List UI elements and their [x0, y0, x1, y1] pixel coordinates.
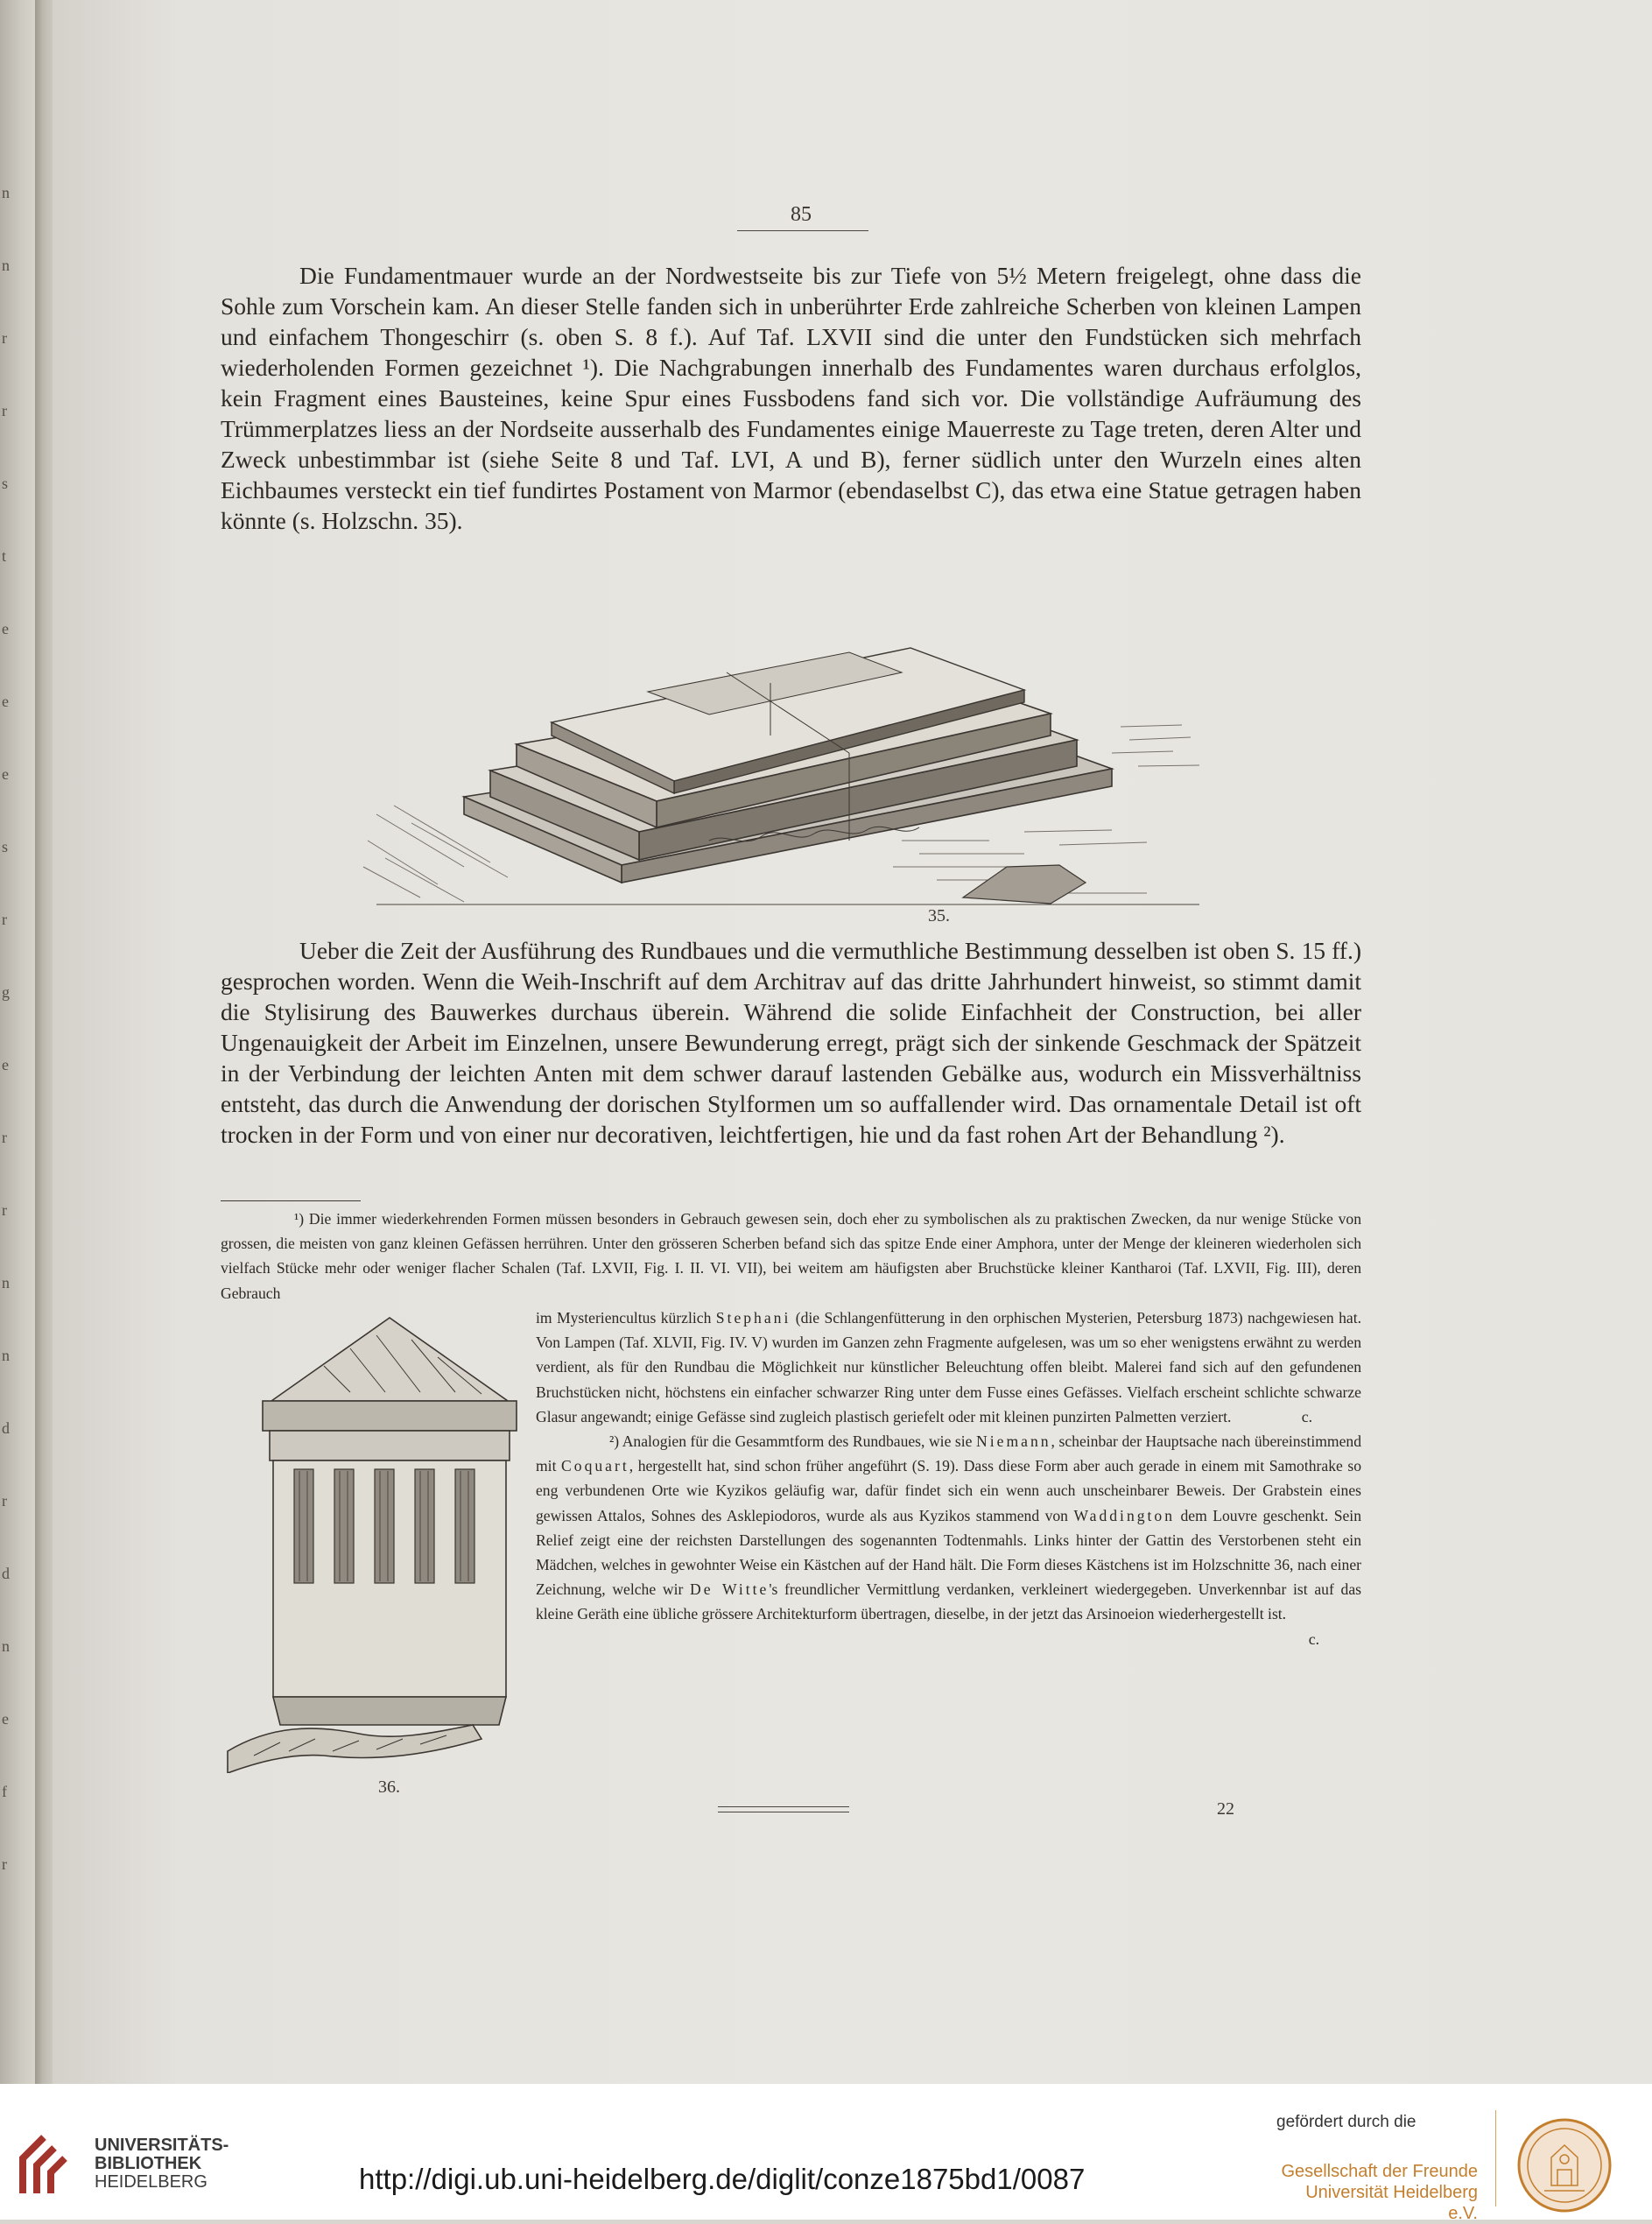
- footnote-signature: c.: [1308, 1629, 1319, 1648]
- book-page: [53, 0, 1652, 2084]
- footnotes-column: [536, 1306, 1361, 1651]
- figure-35-pedestal-illustration: [359, 552, 1217, 909]
- edge-letter: n: [2, 1347, 10, 1364]
- edge-letter: r: [2, 911, 7, 928]
- edge-letter: r: [2, 329, 7, 347]
- hand: [228, 1725, 482, 1773]
- sponsor-name-line: Gesellschaft der Freunde: [1281, 2162, 1478, 2181]
- author-name: Niemann: [976, 1432, 1051, 1451]
- footnote-1-full-width: [221, 1207, 1361, 1306]
- figure-35-caption: 35.: [928, 906, 950, 925]
- edge-letter: d: [2, 1565, 10, 1582]
- casket-cornice: [263, 1401, 517, 1431]
- casket-frieze: [270, 1431, 510, 1460]
- permalink-url[interactable]: http://digi.ub.uni-heidelberg.de/diglit/conze1875bd1/0087: [359, 2163, 1086, 2195]
- sponsor-name[interactable]: [1276, 2161, 1478, 2224]
- edge-letter: t: [2, 547, 7, 565]
- edge-letter: s: [2, 475, 9, 492]
- author-name: De Witte: [690, 1580, 770, 1599]
- edge-letter: r: [2, 1492, 7, 1510]
- edge-letter: n: [2, 1637, 10, 1655]
- edge-letter: g: [2, 983, 10, 1001]
- edge-letter: r: [2, 1855, 7, 1873]
- casket-roof: [271, 1318, 508, 1401]
- figure-36-casket-illustration: [219, 1313, 560, 1773]
- footnote-text: ²) Analogien für die Gesammtform des Rundbaues, wie sie: [609, 1432, 973, 1451]
- casket-base: [273, 1697, 506, 1725]
- footer-bar: [0, 2084, 1652, 2223]
- edge-letter: e: [2, 1056, 9, 1073]
- library-name-line: HEIDELBERG: [95, 2172, 207, 2192]
- author-name: Coquart: [561, 1457, 629, 1475]
- footnote-text: , hergestellt hat, sind schon früher angeführt (S. 19). Dass diese Form aber auch gerade in einem mit Samothrake so eng verbundenen Orte wie Kyzikos geläufig war, dafür findet sich ein wenn auch unscheinbarer Beweis. Der Grabstein eines gewissen Attalos, Sohnes des Asklepiodoros, wurde als aus Kyzikos stammend von: [536, 1457, 1362, 1524]
- footnote-text: dem Louvre geschenkt. Sein Relief zeigt eine der reichsten Darstellungen des sogenannten Todtenmahls. Links hinter der Gattin des Verstorbenen steht ein Mädchen, welches in gewohnter Weise ein Kästchen auf der Hand hält. Die Form dieses Kästchens ist im Holzschnitte 36, nach einer Zeichnung, welche wir: [536, 1506, 1361, 1599]
- loose-stone: [963, 865, 1086, 904]
- edge-letter: r: [2, 1201, 7, 1219]
- author-name: Waddington: [1073, 1506, 1176, 1524]
- paragraph-text: Die Fundamentmauer wurde an der Nordwestseite bis zur Tiefe von 5½ Metern freigelegt, ohne dass die Sohle zum Vorschein kam. An dieser Stelle fanden sich in unberührter Erde zahlreiche Scherben von kleinen Lampen und einfachem Thongeschirr (s. oben S. 8 f.). Auf Taf. LXVII sind die unter den Fundstücken sich mehrfach wiederholenden Formen gezeichnet ¹). Die Nachgrabungen innerhalb des Fundamentes waren durchaus erfolglos, kein Fragment eines Bausteines, keine Spur eines Fussbodens fand sich vor. Die vollständige Aufräumung des Trümmerplatzes liess an der Nordseite ausserhalb des Fundamentes einige Mauerreste zu Tage treten, deren Alter und Zweck unbestimmbar ist (siehe Seite 8 und Taf. LVI, A und B), ferner südlich unter den Wurzeln eines alten Eichbaumes versteckt ein tief fundirtes Postament von Marmor (ebendaselbst C), das etwa eine Statue getragen haben könnte (s. Holzschn. 35).: [221, 262, 1361, 534]
- edge-letter: n: [2, 184, 10, 201]
- edge-letter: d: [2, 1419, 10, 1437]
- footnote-text: 's freundlicher Vermittlung verdanken, verkleinert wiedergegeben. Unverkennbar ist auf das kleine Geräth eine übliche grössere Architekturform übertragen, dieselbe, in der jetzt das Arsinoeion wiederhergestellt ist.: [536, 1580, 1362, 1623]
- edge-letter: e: [2, 620, 9, 637]
- edge-letter: e: [2, 1710, 9, 1728]
- author-name: Stephani: [715, 1309, 791, 1327]
- footnote-1-text: ¹) Die immer wiederkehrenden Formen müssen besonders in Gebrauch gewesen sein, doch eher zu symbolischen als zu praktischen Zwecken, da nur wenige Stücke von grossen, die meisten von ganz kleinen Gefässen herrühren. Unter den grösseren Scherben befand sich das spitze Ende einer Amphora, unter der Menge der kleineren wiederholen sich vielfach Stücke mehr oder weniger flacher Schalen (Taf. LXVII, Fig. I. II. VI. VII), bei weitem am häufigsten aber Bruchstücke kleiner Kantharoi (Taf. LXVII, Fig. III), deren Gebrauch: [221, 1210, 1361, 1302]
- paragraph-text: Ueber die Zeit der Ausführung des Rundbaues und die vermuthliche Bestimmung desselben ist oben S. 15 ff.) gesprochen worden. Wenn die Weih-Inschrift auf dem Architrav auf das dritte Jahrhundert hinweist, so stimmt damit die Stylisirung des Bauwerkes durchaus überein. Während die solide Einfachheit der Construction, bei aller Ungenauigkeit der Arbeit im Einzelnen, unsere Bewunderung erregt, prägt sich der sinkende Geschmack der Spätzeit in der Verbindung der leichten Anten mit dem schwer darauf lastenden Gebälke aus, wodurch ein Missverhältniss entsteht, das durch die Anwendung der dorischen Stylformen um so auffallender wird. Das ornamentale Detail ist oft trocken in der Form und von einer nur decorativen, leichtfertigen, hie und da fast rohen Art der Behandlung ²).: [221, 937, 1361, 1148]
- signature-mark: 22: [1217, 1799, 1234, 1819]
- edge-letter: e: [2, 693, 9, 710]
- edge-letter: r: [2, 402, 7, 419]
- footnote-rule: [221, 1200, 361, 1201]
- footnote-signature: c.: [1301, 1407, 1312, 1425]
- edge-letter: f: [2, 1783, 7, 1800]
- body-paragraph-2: [221, 935, 1361, 1150]
- university-library-logo[interactable]: [18, 2132, 84, 2199]
- university-seal-icon: [1516, 2117, 1613, 2213]
- edge-letter: n: [2, 1274, 10, 1291]
- library-name-line: BIBLIOTHEK: [95, 2154, 202, 2173]
- body-paragraph-1: [221, 260, 1361, 536]
- sponsor-intro: gefördert durch die: [1276, 2113, 1417, 2131]
- edge-letter: n: [2, 257, 10, 274]
- adjacent-page-edge: [0, 0, 35, 2084]
- edge-letter: s: [2, 838, 9, 855]
- edge-letter: r: [2, 1129, 7, 1146]
- edge-letters: [2, 184, 19, 1928]
- footnote-text: (die Schlangenfütterung in den orphischen Mysterien, Petersburg 1873) nachgewiesen hat. Von Lampen (Taf. XLVII, Fig. IV. V) wurden im Ganzen zehn Fragmente aufgelesen, was um so eher wenigstens erwähnt zu werden verdient, als für den Rundbau die Möglichkeit nur künstlicher Beleuchtung offen bleibt. Malerei fand sich auf den gefundenen Bruchstücken nicht, höchstens ein einfacher schwarzer Ring unter dem Fusse eines Gefässes. Vielfach erscheint schlichte schwarze Glasur angewandt; einige Gefässe sind zugleich plastisch geriefelt oder mit kleinen punzirten Palmetten verziert.: [536, 1309, 1361, 1425]
- footnote-text: im Mysteriencultus kürzlich: [536, 1309, 712, 1327]
- page-number: 85: [791, 203, 812, 226]
- sponsor-name-line: Universität Heidelberg e.V.: [1305, 2183, 1478, 2223]
- footnote-text: , scheinbar der Hauptsache nach übereinstimmend mit: [536, 1432, 1362, 1475]
- footnote-2: [536, 1429, 1362, 1648]
- footnote-1-continued: [536, 1306, 1361, 1429]
- sponsor-divider: [1495, 2110, 1496, 2206]
- library-name: [95, 2136, 228, 2192]
- library-name-line: UNIVERSITÄTS-: [95, 2136, 229, 2155]
- edge-letter: e: [2, 765, 9, 783]
- bottom-double-rule: [718, 1806, 849, 1812]
- figure-36-caption: 36.: [378, 1777, 400, 1797]
- page-number-rule: [737, 230, 868, 231]
